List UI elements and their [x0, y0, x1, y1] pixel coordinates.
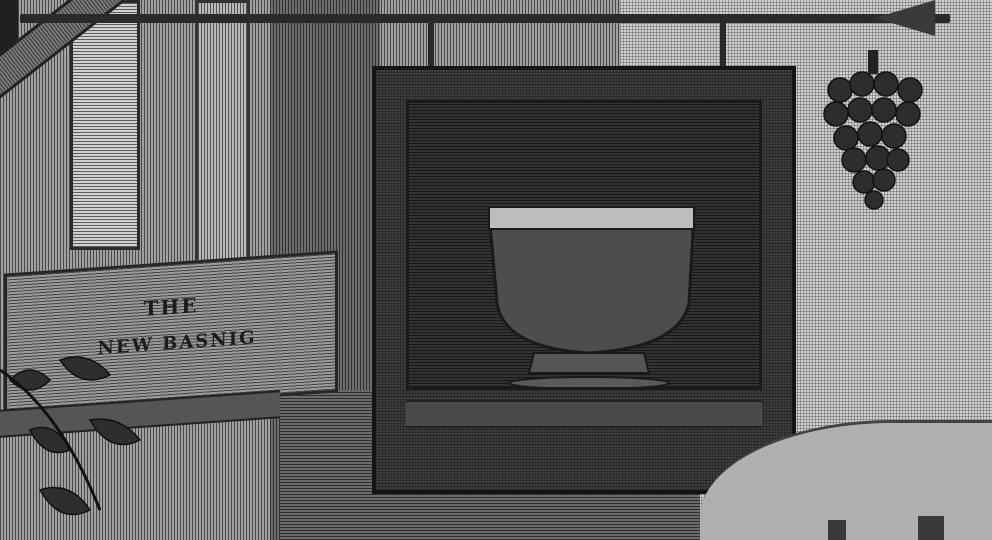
sign-panel	[406, 100, 762, 390]
sign-hook-left	[428, 22, 434, 66]
sign-bracket-bar	[20, 14, 950, 23]
board-text-line2: NEW BASNIG	[97, 327, 257, 360]
vine-leaves-icon	[0, 330, 160, 530]
board-text-line1: THE	[143, 293, 199, 321]
cup-icon	[409, 103, 759, 387]
sign-sill	[406, 400, 762, 428]
sign-hook-right	[720, 22, 726, 66]
fence-post-right	[918, 516, 944, 540]
grapes-icon	[820, 50, 930, 210]
window-right	[195, 0, 250, 270]
hanging-sign	[372, 66, 796, 494]
window-left	[70, 0, 140, 250]
fence-post-left	[828, 520, 846, 540]
bracket-tip	[875, 0, 935, 36]
